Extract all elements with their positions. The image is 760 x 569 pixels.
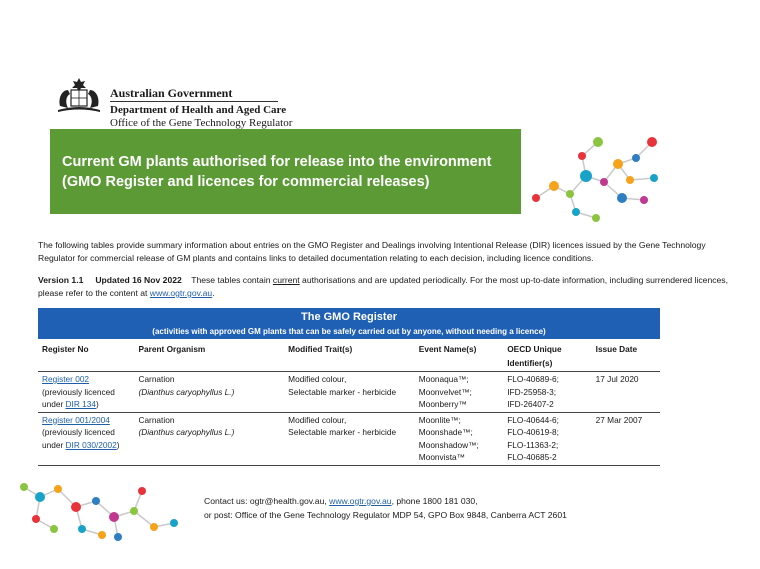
oecd-item: FLO-40689-6; xyxy=(507,374,559,384)
contact-block xyxy=(204,494,567,522)
organism-species: (Dianthus caryophyllus L.) xyxy=(138,386,235,397)
dir-close: ) xyxy=(95,399,99,409)
register-prev: (previously licenced xyxy=(42,427,115,437)
department-name: Department of Health and Aged Care xyxy=(110,104,287,116)
register-link[interactable]: Register 001/2004 xyxy=(42,414,110,425)
dir-link[interactable]: DIR 030/2002 xyxy=(65,439,117,450)
register-cell xyxy=(38,372,134,413)
banner-title-line1: Current GM plants authorised for release into the environment xyxy=(62,154,492,170)
col-register-no: Register No xyxy=(38,339,134,372)
banner-title-line2: (GMO Register and licences for commercial releases) xyxy=(62,174,430,190)
col-issue-date: Issue Date xyxy=(592,339,660,372)
contact-text: Contact us: ogtr@health.gov.au, xyxy=(204,496,327,506)
issue-date-cell: 27 Mar 2007 xyxy=(592,412,660,465)
event-item: Moonshade™; xyxy=(418,427,473,437)
trait-item: Modified colour, xyxy=(288,414,347,425)
register-link[interactable]: Register 002 xyxy=(42,374,90,384)
contact-phone: , phone 1800 181 030, xyxy=(391,496,478,506)
col-event-names: Event Name(s) xyxy=(415,339,503,372)
organism-name: Carnation xyxy=(138,414,175,425)
header-divider xyxy=(110,101,278,102)
organism-cell xyxy=(134,372,284,413)
government-name: Australian Government xyxy=(110,86,233,100)
version-text-emph: current xyxy=(272,275,300,285)
organism-species: (Dianthus caryophyllus L.) xyxy=(138,427,235,437)
dir-close: ) xyxy=(116,439,120,450)
table-subtitle: (activities with approved GM plants that can be safely carried out by anyone, without needing a licence) xyxy=(152,327,546,336)
oecd-item: IFD-25958-3; xyxy=(507,386,557,397)
version-paragraph xyxy=(38,274,728,300)
event-item: Moonvelvet™; xyxy=(418,386,472,397)
oecd-item: FLO-40619-8; xyxy=(507,427,559,437)
col-modified-traits: Modified Trait(s) xyxy=(284,339,415,372)
events-cell xyxy=(415,372,503,413)
events-cell xyxy=(415,412,503,465)
trait-item: Modified colour, xyxy=(288,374,347,384)
oecd-item: FLO-40685-2 xyxy=(507,452,557,462)
version-text-after: authorisations and are updated periodically. For the most up-to-date information, including surrendered licences, please refer to the content at xyxy=(38,275,728,298)
molecule-decoration-icon xyxy=(526,128,662,226)
version-label: Version 1.1 xyxy=(38,275,84,285)
oecd-item: FLO-11363-2; xyxy=(507,439,559,450)
updated-date: Updated 16 Nov 2022 xyxy=(95,275,182,285)
event-item: Moonvista™ xyxy=(418,452,465,462)
molecule-footer-decoration-icon xyxy=(18,467,180,545)
contact-post: or post: Office of the Gene Technology Regulator MDP 54, GPO Box 9848, Canberra ACT 2601 xyxy=(204,510,567,520)
gmo-register-table xyxy=(38,308,660,466)
trait-item: Selectable marker - herbicide xyxy=(288,427,397,437)
event-item: Moonberry™ xyxy=(418,399,467,409)
title-banner xyxy=(50,129,521,214)
traits-cell xyxy=(284,372,415,413)
event-item: Moonaqua™; xyxy=(418,374,469,384)
ogtr-link[interactable]: www.ogtr.gov.au xyxy=(149,288,213,298)
table-row xyxy=(38,372,660,413)
coat-of-arms-icon xyxy=(52,76,106,116)
table-row xyxy=(38,412,660,465)
dir-link[interactable]: DIR 134 xyxy=(65,399,96,409)
oecd-cell xyxy=(503,372,591,413)
intro-paragraph: The following tables provide summary information about entries on the GMO Register and Dealings involving Intentional Release (DIR) licences issued by the Gene Technology Regulator for commercial release of GM plants and contains links to detailed documentation relating to each decision, including licence conditions. xyxy=(38,240,706,263)
event-item: Moonlite™; xyxy=(418,414,461,425)
oecd-item: FLO-40644-6; xyxy=(507,414,559,425)
table-title: The GMO Register xyxy=(301,311,397,323)
version-end: . xyxy=(212,288,215,298)
issue-date-cell: 17 Jul 2020 xyxy=(592,372,660,413)
register-under: under xyxy=(42,399,64,409)
organism-name: Carnation xyxy=(138,374,175,384)
traits-cell xyxy=(284,412,415,465)
version-text-before: These tables contain xyxy=(191,275,271,285)
trait-item: Selectable marker - herbicide xyxy=(288,386,397,397)
table-header-row xyxy=(38,339,660,372)
oecd-item: IFD-26407-2 xyxy=(507,399,554,409)
organism-cell xyxy=(134,412,284,465)
col-oecd-id: OECD Unique Identifier(s) xyxy=(503,339,591,372)
table-title-bar xyxy=(38,308,660,339)
footer-ogtr-link[interactable]: www.ogtr.gov.au xyxy=(329,496,392,506)
event-item: Moonshadow™; xyxy=(418,439,479,450)
col-parent-organism: Parent Organism xyxy=(134,339,284,372)
oecd-cell xyxy=(503,412,591,465)
register-cell xyxy=(38,412,134,465)
office-name: Office of the Gene Technology Regulator xyxy=(110,117,293,129)
register-under: under xyxy=(42,439,64,450)
register-prev: (previously licenced xyxy=(42,386,115,397)
